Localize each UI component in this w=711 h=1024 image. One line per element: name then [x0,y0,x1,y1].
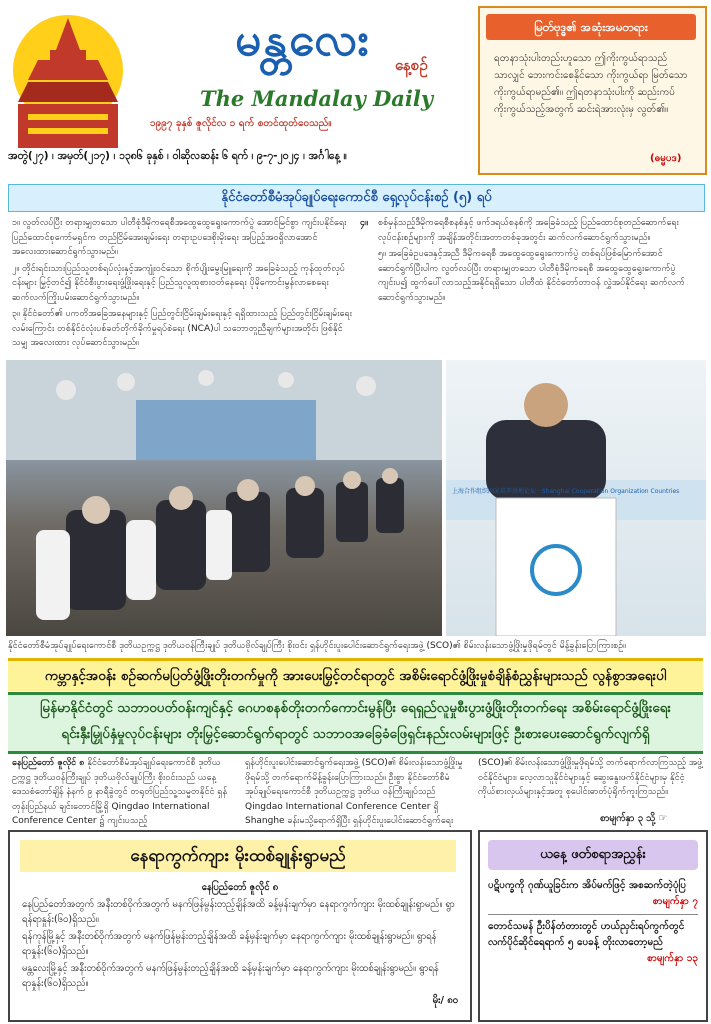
weather-dateline: နေပြည်တော် ဇူလိုင် ၈ [201,882,279,893]
banner-text: 上海合作组织国家培养基地论坛 · Shanghai Cooperation Organization Countries [452,488,680,495]
subheadline-myanmar [8,692,703,754]
contents-item-text: တောင်သမန် ဦးပိန်တံတားတွင် ဟယ်ညှင်းရပ်ကွက်တွင် လက်ပိုင်ဆိုင်ရေရာက် ၅ ပေခန့် တိုးလာတော့မည် [488,921,685,948]
agenda-left-column [12,216,352,351]
photo-caption: နိုင်ငံတော်စီမံအုပ်ချုပ်ရေးကောင်စီ ဒုတိယဥက္ကဋ္ဌ ဒုတိယဝန်ကြီးချုပ် ဒုတိယဗိုလ်ချုပ်ကြီး စိုးဝင်း ရှန်ဟိုင်းပူးပေါင်းဆောင်ရွက်ရေးအဖွဲ့ (SCO)၏ စိမ်းလန်းသောဖွံ့ဖြိုးမှုဖိုရမ်တွင် မိန့်ခွန်းပြောကြားစဉ်။ [8,641,626,651]
pagoda-logo [8,10,128,150]
agenda-item: ၁။ လွတ်လပ်ပြီး တရားမျှတသော ပါတီစုံဒီမိုကရေစီအထွေထွေရွေးကောက်ပွဲ အောင်မြင်စွာ ကျင်းပနိုင်ရေး ပြည်ထောင်စုကော်မရှင်က တည်ငြိမ်အေးချမ်းရေး တရားဥပဒေစိုးမိုးရေး အပြည့်အဝရှိလာအောင် အလေးထားဆောင်ရွက်သွားမည်။ [12,218,347,257]
agenda-item: စစ်မှန်သည့်ဒီမိုကရေစီစနစ်နှင့် ဖက်ဒရယ်စနစ်ကို အခြေခံသည့် ပြည်ထောင်စုတည်ဆောက်ရေးလုပ်ငန်းစဉ်များကို အချိန်အတိုင်းအတာတစ်ခုအတွင်း ဆက်လက်ဆောင်ရွက်သွားမည်။ [378,218,679,243]
contents-item[interactable] [488,919,698,967]
story-column-3: (SCO)၏ စိမ်းလန်းသောဖွံ့ဖြိုးမှုဖိုရမ်သို့ တက်ရောက်လာကြသည့် အဖွဲ့ဝင်နိုင်ငံများ၊ လေ့လာသူနိုင်ငံများနှင့် ဆွေးနွေးဖက်နိုင်ငံများမှ နိုင်ငံ့ကိုယ်စားလှယ်များနှင့်အတူ စုပေါင်းဓာတ်ပုံရိုက်ကူးကြသည်။ [478,758,703,797]
conference-hall-photo [6,360,442,636]
story-column-2: ရှန်ဟိုင်းပူးပေါင်းဆောင်ရွက်ရေးအဖွဲ့ (SCO)၏ စိမ်းလန်းသောဖွံ့ဖြိုးမှု ဖိုရမ်သို့ တက်ရောက်မိန့်ခွန်းပြောကြားသည်။ ဦးစွာ နိုင်ငံတော်စီမံအုပ်ချုပ်ရေးကောင်စီ ဒုတိယဥက္ကဋ္ဌ ဒုတိယ ဝန်ကြီးချုပ်သည် Qingdao International Conference Center ရှိ Shanghe ခန်းမသို့ရောက်ရှိပြီး ရှန်ဟိုင်းပူးပေါင်းဆောင်ရွက်ရေး [245,758,463,826]
contents-list [488,878,698,967]
weather-line: ရန်ကုန်မြို့နှင့် အနီးတစ်ဝိုက်အတွက် မနက်ဖြန်မွန်းတည့်ချိန်အထိ ခန့်မှန်းချက်မှာ နေရာကွက်ကျား မိုးထစ်ချုန်းရွာမည်။ ရွာရန်ရာနှုန်း(၆၀)ရှိသည်။ [22,931,437,957]
weather-body [22,880,458,1008]
weather-box [8,830,472,1022]
agenda-right-column [378,216,700,305]
motto-reference: (ဓမ္မပဒ) [650,153,682,164]
contents-item[interactable] [488,878,698,910]
weather-line: နေပြည်တော်အတွက် အနီးတစ်ဝိုက်အတွက် မနက်ဖြန်မွန်းတည့်ချိန်အထိ ခန့်မှန်းချက်မှာ နေရာကွက်ကျား မိုးထစ်ချုန်းရွာမည်။ ရွာရန်ရာနှုန်း(၆၀)ရှိသည်။ [22,899,455,925]
story-text: နိုင်ငံတော်စီမံအုပ်ချုပ်ရေးကောင်စီ ဒုတိယဥက္ကဋ္ဌ ဒုတိယဝန်ကြီးချုပ် ဒုတိယဗိုလ်ချုပ်ကြီး စိုးဝင်းသည် ယနေ့ဒေသစံတော်ချိန် နံနက် ၉ နာရီခွဲတွင် တရုတ်ပြည်သူ့သမ္မတနိုင်ငံ ရှန်တုန်းပြည်နယ် ချင်းတောင်မြို့ရှိ Qingdao International Conference Center ၌ ကျင်းပသည့် [12,758,228,826]
motto-box [478,6,707,175]
agenda-item: ၅။ အခြေခံဥပဒေနှင့်အညီ ဒီမိုကရေစီ အထွေထွေရွေးကောက်ပွဲ တစ်ရပ်ဖြစ်မြောက်အောင် ဆောင်ရွက်ပြီးပါက လွတ်လပ်ပြီး တရားမျှတသော ပါတီစုံဒီမိုကရေစီ အထွေထွေရွေးကောက်ပွဲကျင်းပ၍ ထွက်ပေါ်လာသည့်အနိုင်ရရှိသော ပါတီထံ နိုင်ငံတော်တာဝန် လွှဲအပ်နိုင်ရေး ဆက်လက်ဆောင်ရွက်သွားမည်။ [378,249,685,303]
motto-body: ရတနာသုံးပါးတည်းဟူသော ဤကိုးကွယ်ရာသည်သာလျှင် ဘေးကင်းစေနိုင်သော ကိုးကွယ်ရာ မြတ်သော ကိုးကွယ်ရာမည်၏။ ဤရတနာသုံးပါးကို ဆည်းကပ်ကိုးကွယ်သည့်အတွက် ဆင်းရဲအားလုံးမှ လွတ်၏။ [494,53,688,115]
headline-green-development: ကမ္ဘာနှင့်အဝန်း စဉ်ဆက်မပြတ်ဖွံ့ဖြိုးတိုးတက်မှုကို အားပေးမြှင့်တင်ရာတွင် အစိမ်းရောင်ဖွံ့ဖြိုးမှုစံချိန်စံညွှန်းများသည် လွန်စွာအရေးပါ [8,658,703,691]
agenda-item: ၃။ နိုင်ငံတော်၏ ပကတိအခြေအနေများနှင့် ပြည်တွင်းငြိမ်းချမ်းရေးနှင့် ရရှိထားသည့် ပြည်တွင်းငြိမ်းချမ်းရေးလမ်းကြောင်း တစ်နိုင်ငံလုံးပစ်ခတ်တိုက်ခိုက်မှုရပ်စဲရေး (NCA)ပါ သဘောတူညီချက်များအတိုင်း ဖြစ်နိုင်သမျှ အလေးထား လုပ်ဆောင်သွားမည်။ [12,309,352,348]
weather-line: မန္တလေးမြို့နှင့် အနီးတစ်ဝိုက်အတွက် မနက်ဖြန်မွန်းတည့်ချိန်အထိ ခန့်မှန်းချက်မှာ နေရာကွက်ကျား မိုးထစ်ချုန်းရွာမည်။ ရွာရန်ရာနှုန်း(၆၀)ရှိသည်။ [22,963,439,989]
story-column-1 [12,756,232,829]
contents-item-page: စာမျက်နှာ ၇ [652,896,698,907]
story-dateline: နေပြည်တော် ဇူလိုင် ၈ [12,758,85,768]
agenda-item: ၂။ တိုင်းရင်းသားပြည်သူတစ်ရပ်လုံးနှင့်အကျုံးဝင်သော စိုက်ပျိုးမွေးမြူရေးကို အခြေခံသည့် ကုန်ထုတ်လုပ်ငန်းများ မြှင့်တင်၍ နိုင်ငံစီးပွားရေးဖွံ့ဖြိုးရေးနှင့် ပြည်သူလူထုစားဝတ်နေရေး ပိုမိုကောင်းမွန်လာစေရေး ဆက်လက်ကြိုးပမ်းဆောင်ရွက်သွားမည်။ [12,263,345,303]
continue-link[interactable]: စာမျက်နှာ ၃ သို့ ☞ [600,813,668,824]
contents-item-page: စာမျက်နှာ ၁၃ [647,953,698,964]
subheadline-line: မြန်မာနိုင်ငံတွင် သဘာဝပတ်ဝန်းကျင်နှင့် ဂေဟစနစ်တိုးတက်ကောင်းမွန်ပြီး ရေရှည်လူမှုစီးပွားဖွံ့ဖြိုးတိုးတက်ရေး အစိမ်းရောင်ဖွံ့ဖြိုးရေး [40,700,671,716]
masthead-english-title: The Mandalay Daily [200,86,434,111]
issue-line: အတွဲ(၂၇) ၊ အမှတ်(၂၁၇) ၊ ၁၃၈၆ ခုနှစ် ၊ ဝါဆိုလဆန်း ၆ ရက် ၊ ၉-၇-၂၀၂၄ ၊ အင်္ဂါနေ့ ။ [8,150,347,162]
contents-divider [488,914,698,915]
contents-box [478,830,708,1022]
masthead [0,0,711,180]
contents-heading: ယနေ့ ဖတ်စရာအညွှန်း [488,840,698,870]
contents-item-text: ပဋိပက္ခကို ဂုဏ်ယူခြင်းက အိပ်မက်ဖြင့် အစဆက်တဲ့ပုံပြ [488,880,687,891]
speaker-photo [446,360,706,636]
headline-agenda: နိုင်ငံတော်စီမံအုပ်ချုပ်ရေးကောင်စီ ရှေ့လုပ်ငန်းစဉ် (၅) ရပ် [8,184,705,212]
masthead-title: မန္တလေး [235,12,371,66]
weather-heading: နေရာကွက်ကျား မိုးထစ်ချုန်းရွာမည် [20,840,456,872]
motto-heading: မြတ်ဗုဒ္ဓ၏ အဆုံးအမတရား [486,14,696,40]
masthead-subtitle: ၁၉၉၇ ခုနှစ် ဇူလိုင်လ ၁ ရက် စတင်ထုတ်ဝေသည်။ [150,118,332,129]
agenda-number-4: ၄။ [360,218,368,228]
subheadline-line: ရင်းနှီးမြှုပ်နှံမှုလုပ်ငန်းများ တိုးမြှင့်ဆောင်ရွက်ရာတွင် သဘာဝအခြေခံဖြေရှင်းနည်းလမ်းများဖြင့် ဦးစားပေးဆောင်ရွက်လျက်ရှိ [61,726,650,742]
masthead-daily-label: နေ့စဉ် [395,56,428,74]
weather-reference: မိုး/ ၈၀ [432,995,458,1006]
